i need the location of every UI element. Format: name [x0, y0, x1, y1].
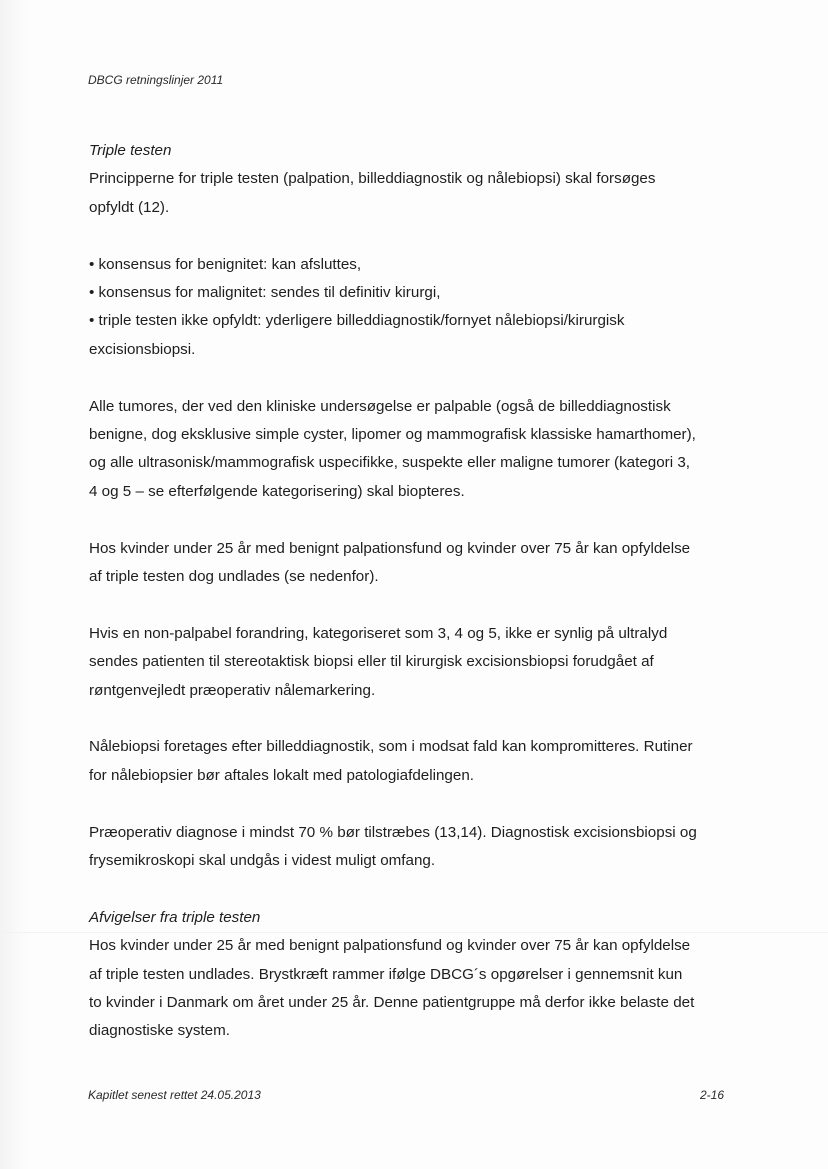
paragraph-gap	[89, 506, 739, 534]
section-heading-afvigelser: Afvigelser fra triple testen	[89, 908, 261, 926]
paragraph-line: Hos kvinder under 25 år med benignt palpationsfund og kvinder over 75 år kan opfyldelse	[89, 539, 691, 557]
paragraph-line: sendes patienten til stereotaktisk biopsi eller til kirurgisk excisionsbiopsi forudgået af	[89, 653, 654, 671]
paragraph-gap	[89, 875, 739, 903]
bullet-continuation: excisionsbiopsi.	[89, 340, 196, 358]
paragraph-line: diagnostiske system.	[89, 1022, 230, 1040]
intro-line: Principperne for triple testen (palpation, billeddiagnostik og nålebiopsi) skal forsøges	[89, 170, 656, 188]
bullet-item: • konsensus for malignitet: sendes til definitiv kirurgi,	[89, 284, 441, 302]
paragraph-gap	[89, 591, 739, 619]
paragraph-line: Hvis en non-palpabel forandring, kategoriseret som 3, 4 og 5, ikke er synlig på ultralyd	[89, 624, 668, 642]
paragraph-gap	[89, 705, 739, 733]
running-header: DBCG retningslinjer 2011	[88, 73, 224, 87]
paragraph-line: frysemikroskopi skal undgås i videst muligt omfang.	[89, 852, 436, 870]
bullet-item: • konsensus for benignitet: kan afsluttes,	[89, 255, 362, 273]
paragraph-line: to kvinder i Danmark om året under 25 år. Denne patientgruppe må derfor ikke belaste det	[89, 994, 695, 1012]
consensus-bullet-list	[89, 251, 739, 365]
paragraph-line: for nålebiopsier bør aftales lokalt med patologiafdelingen.	[89, 766, 474, 784]
paragraph-line: røntgenvejledt præoperativ nålemarkering.	[89, 681, 376, 699]
paragraph-gap	[89, 364, 739, 392]
bullet-item: • triple testen ikke opfyldt: yderligere billeddiagnostik/fornyet nålebiopsi/kirurgisk	[89, 312, 625, 330]
revision-date-footer: Kapitlet senest rettet 24.05.2013	[88, 1088, 261, 1102]
scan-edge-shadow	[0, 0, 28, 1169]
paragraph-line: Alle tumores, der ved den kliniske undersøgelse er palpable (også de billeddiagnostisk	[89, 397, 671, 415]
body-content	[89, 137, 739, 1046]
paragraph-gap	[89, 790, 739, 818]
paragraph-line: Hos kvinder under 25 år med benignt palpationsfund og kvinder over 75 år kan opfyldelse	[89, 937, 691, 955]
paragraph-line: af triple testen undlades. Brystkræft rammer ifølge DBCG´s opgørelser i gennemsnit kun	[89, 965, 683, 983]
paragraph-line: og alle ultrasonisk/mammografisk uspecifikke, suspekte eller maligne tumorer (kategori 3,	[89, 454, 691, 472]
paragraph-line: Nålebiopsi foretages efter billeddiagnostik, som i modsat fald kan kompromitteres. Rutiner	[89, 738, 693, 756]
page-number: 2-16	[700, 1088, 725, 1102]
paragraph-line: Præoperativ diagnose i mindst 70 % bør tilstræbes (13,14). Diagnostisk excisionsbiopsi og	[89, 823, 697, 841]
intro-line: opfyldt (12).	[89, 198, 170, 216]
paragraph-line: af triple testen dog undlades (se nedenfor).	[89, 568, 379, 586]
paragraph-gap	[89, 222, 739, 250]
paragraph-line: 4 og 5 – se efterfølgende kategorisering) skal biopteres.	[89, 482, 465, 500]
paragraph-line: benigne, dog eksklusive simple cyster, lipomer og mammografisk klassiske hamarthomer),	[89, 426, 696, 444]
section-heading-triple-testen: Triple testen	[89, 142, 172, 159]
